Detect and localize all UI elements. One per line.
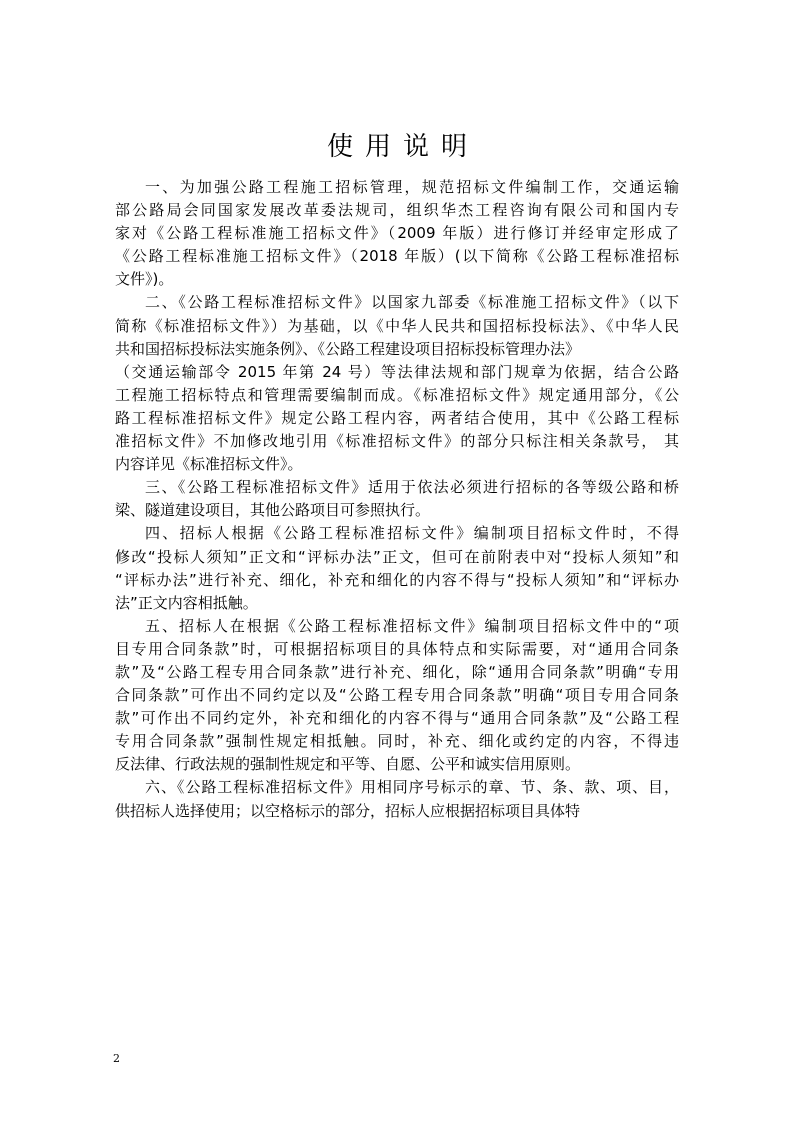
text-line: 工程施工招标特点和管理需要编制而成。《标准招标文件》规定通用部分，《公 — [115, 385, 679, 404]
document-body — [115, 176, 679, 823]
text-line: 六、《公路工程标准招标文件》用相同序号标示的章、节、条、款、项、目， — [145, 778, 679, 797]
text-line: 共和国招标投标法实施条例》、《公路工程建设项目招标投标管理办法》 — [115, 339, 581, 358]
paragraph-4 — [115, 522, 679, 614]
text-line: 专用合同条款”强制性规定相抵触。同时，补充、细化或约定的内容，不得违 — [115, 732, 679, 751]
text-line: 反法律、行政法规的强制性规定和平等、自愿、公平和诚实信用原则。 — [115, 755, 581, 774]
text-line: 二、《公路工程标准招标文件》以国家九部委《标准施工招标文件》（以下 — [145, 293, 679, 312]
text-line: 《公路工程标准施工招标文件》（2018 年版）(以下简称《公路工程标准招标 — [115, 247, 679, 266]
paragraph-6 — [115, 776, 679, 822]
text-line: 供招标人选择使用；以空格标示的部分，招标人应根据招标项目具体特 — [115, 801, 581, 820]
text-line: 目专用合同条款”时，可根据招标项目的具体特点和实际需要，对“通用合同条 — [115, 639, 679, 658]
text-line: 款”及“公路工程专用合同条款”进行补充、细化，除“通用合同条款”明确“专用 — [115, 662, 679, 681]
text-line: 一、为加强公路工程施工招标管理，规范招标文件编制工作，交通运输 — [145, 178, 679, 196]
text-line: 法”正文内容相抵触。 — [115, 593, 258, 612]
text-line: 内容详见《标准招标文件》。 — [115, 455, 303, 474]
text-line: 准招标文件》不加修改地引用《标准招标文件》的部分只标注相关条款号， 其 — [115, 432, 679, 451]
text-line: 三、《公路工程标准招标文件》适用于依法必须进行招标的各等级公路和桥 — [145, 478, 679, 497]
text-line: 五、招标人在根据《公路工程标准招标文件》编制项目招标文件中的“项 — [145, 616, 679, 635]
text-line: 简称《标准招标文件》）为基础，以《中华人民共和国招标投标法》、《中华人民 — [115, 316, 679, 335]
text-line: 文件》)。 — [115, 270, 174, 289]
page-number: 2 — [113, 1052, 120, 1065]
paragraph-2 — [115, 291, 679, 476]
text-line: 家对《公路工程标准施工招标文件》（2009 年版）进行修订并经审定形成了 — [115, 224, 679, 243]
page-title: 使用说明 — [326, 132, 479, 163]
paragraph-3 — [115, 476, 679, 522]
paragraph-1 — [115, 176, 679, 291]
text-line: 合同条款”可作出不同约定以及“公路工程专用合同条款”明确“项目专用合同条 — [115, 686, 679, 705]
text-line: 修改“投标人须知”正文和“评标办法”正文，但可在前附表中对“投标人须知”和 — [115, 547, 679, 566]
paragraph-5 — [115, 615, 679, 777]
text-line: （交通运输部令 2015 年第 24 号）等法律法规和部门规章为依据，结合公路 — [115, 362, 679, 381]
text-line: 款”可作出不同约定外，补充和细化的内容不得与“通用合同条款”及“公路工程 — [115, 709, 679, 728]
text-line: 四、招标人根据《公路工程标准招标文件》编制项目招标文件时，不得 — [145, 524, 679, 543]
text-line: 路工程标准招标文件》规定公路工程内容，两者结合使用，其中《公路工程标 — [115, 408, 679, 427]
text-line: 部公路局会同国家发展改革委法规司，组织华杰工程咨询有限公司和国内专 — [115, 201, 679, 220]
text-line: “评标办法”进行补充、细化，补充和细化的内容不得与“投标人须知”和“评标办 — [115, 570, 679, 589]
text-line: 梁、隧道建设项目，其他公路项目可参照执行。 — [115, 501, 431, 520]
